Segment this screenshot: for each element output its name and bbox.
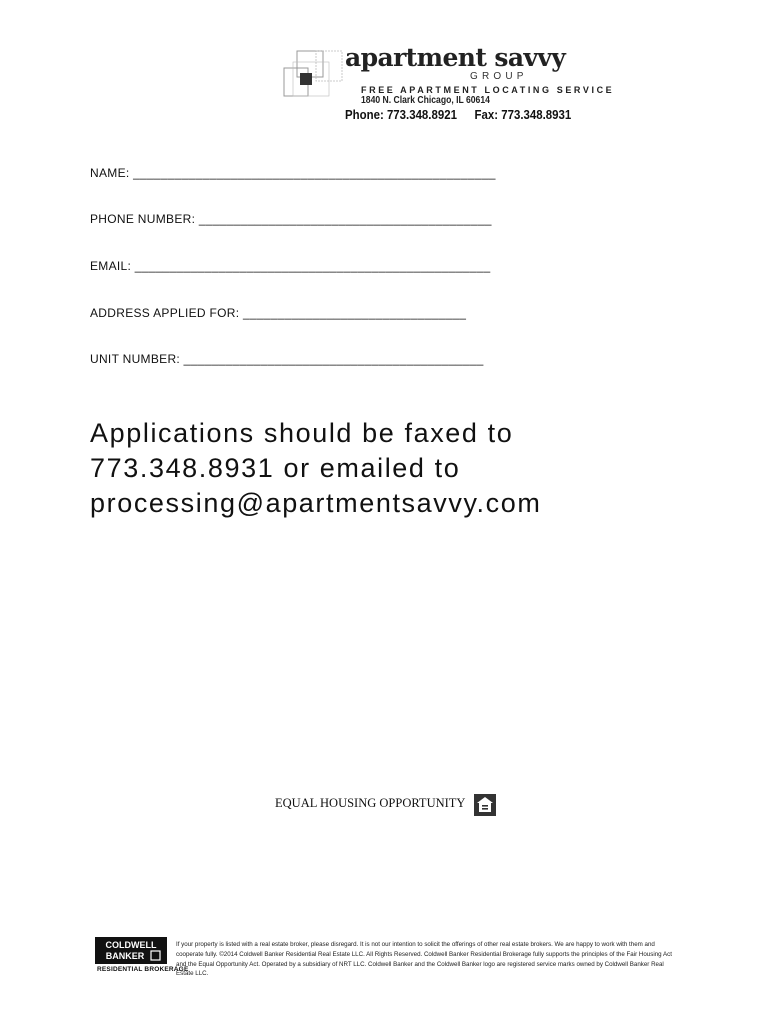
cb-logo-line-2: BANKER xyxy=(105,951,145,961)
brand-block xyxy=(345,43,615,106)
unit-number-field[interactable]: UNIT NUMBER: ___________________________________________ xyxy=(90,352,484,366)
brand-group: GROUP xyxy=(470,71,528,82)
legal-disclaimer: If your property is listed with a real estate broker, please disregard. It is not our intention to solicit the offerings of other real estate brokers. We are happy to work with them and cooperate fully. ©2014 Coldwell Banker Residential Real Estate LLC. All Rights Reserved. Coldwell Banker Residential Brokerage fully supports the principles of the Fair Housing Act and the Equal Opportunity Act. Operated by a subsidiary of NRT LLC. Coldwell Banker and the Coldwell Banker logo are registered service marks owned by Coldwell Banker Real Estate LLC. xyxy=(176,941,672,978)
fax-text: Fax: 773.348.8931 xyxy=(474,107,572,122)
cb-logo-line-1: COLDWELL xyxy=(105,940,157,950)
brand-tagline: FREE APARTMENT LOCATING SERVICE xyxy=(361,85,615,95)
address-applied-field[interactable]: ADDRESS APPLIED FOR: ________________________________ xyxy=(90,306,467,320)
instructions-line-1: Applications should be faxed to xyxy=(90,418,514,448)
instructions-line-2: 773.348.8931 or emailed to xyxy=(90,453,461,483)
phone-text: Phone: 773.348.8921 xyxy=(345,107,457,122)
phone-number-field[interactable]: PHONE NUMBER: __________________________________________ xyxy=(90,212,492,226)
apartment-savvy-logo-icon xyxy=(283,50,343,98)
coldwell-banker-subtitle: RESIDENTIAL BROKERAGE xyxy=(97,966,189,973)
brand-name: apartment savvy xyxy=(345,43,566,72)
submission-instructions xyxy=(90,416,541,521)
equal-housing-text: EQUAL HOUSING OPPORTUNITY xyxy=(275,796,466,810)
name-field[interactable]: NAME: ____________________________________________________ xyxy=(90,166,496,180)
contact-line xyxy=(345,107,571,122)
instructions-line-3: processing@apartmentsavvy.com xyxy=(90,488,542,518)
equal-housing-icon xyxy=(474,794,496,816)
email-field[interactable]: EMAIL: ___________________________________________________ xyxy=(90,259,491,273)
brand-address: 1840 N. Clark Chicago, IL 60614 xyxy=(361,95,490,106)
